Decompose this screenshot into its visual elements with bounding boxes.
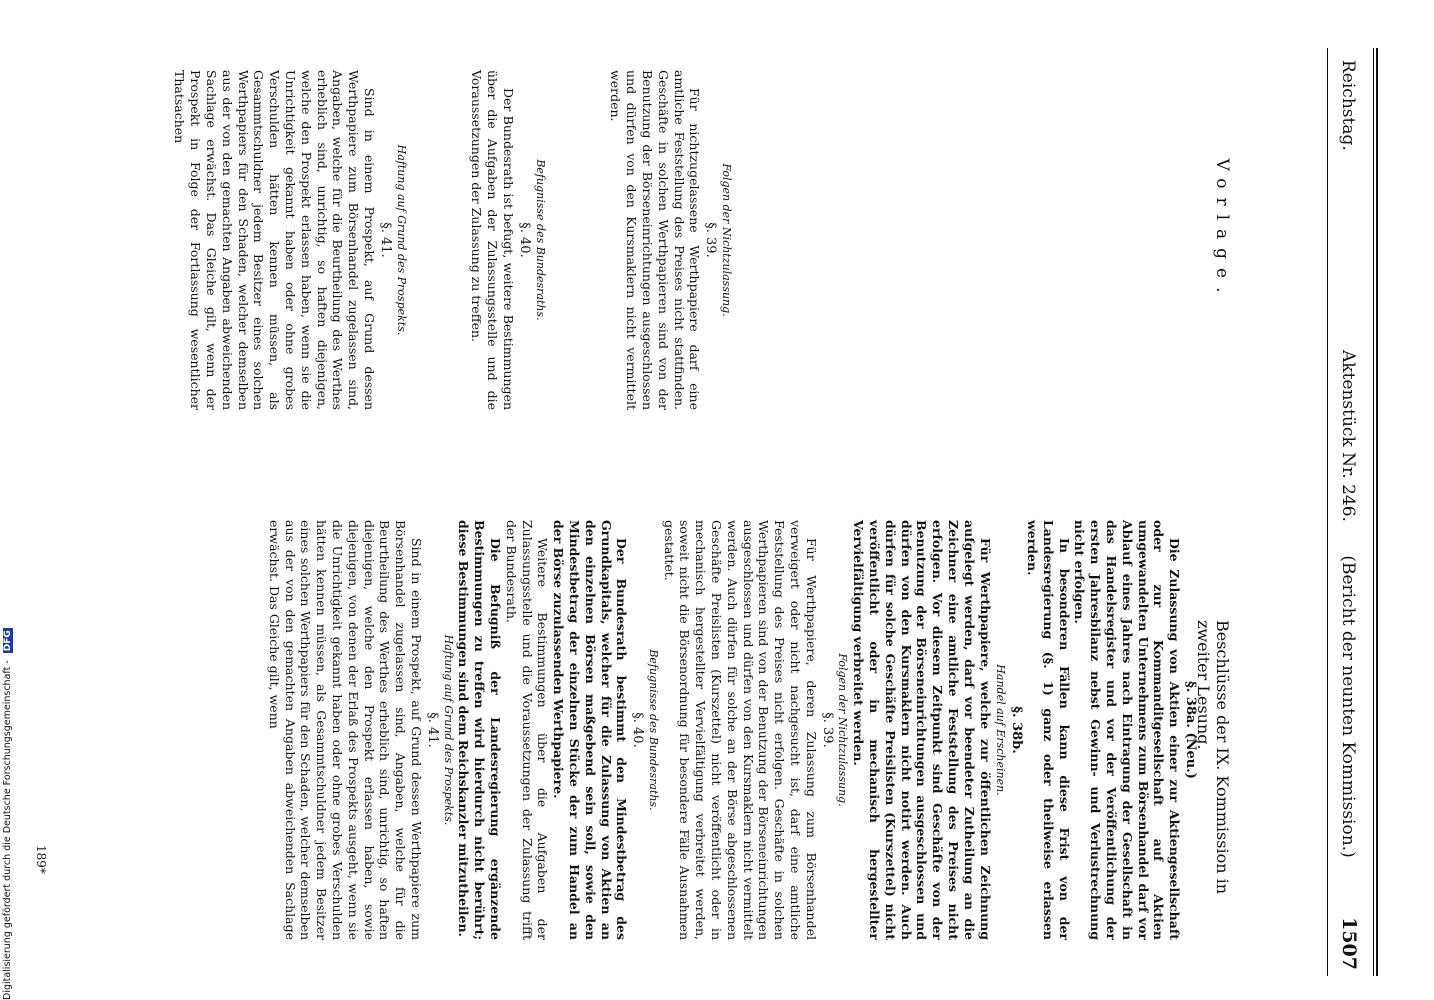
right-s40-text3: Die Befugniß der Landesregierung ergänzende Bestimmungen zu treffen wird hierdurch nicht berührt; diese Bestimmungen sind dem Reichskanzler mitzutheilen. (456, 520, 503, 940)
right-s40-text2: Weitere Bestimmungen über die Aufgaben der Zulassungsstelle und die Voraussetzungen der Zulassung trifft der Bundesrath. (503, 520, 551, 940)
right-s40-text: Der Bundesrath bestimmt den Mindestbetrag des Grundkapitals, welcher für die Zulassung von Aktien an den einzelnen Börsen maßgebend sein soll, sowie den Mindestbetrag der einzelnen Stücke der zum Handel an der Börse zuzulassenden Werthpapiere. (551, 520, 630, 940)
left-s41-text: Sind in einem Prospekt, auf Grund dessen Werthpapiere zum Börsenhandel zugelassen sind, Angaben, welche für die Beurtheilung des Werthes erheblich sind, unrichtig, so haften diejenigen, welche den Prospekt erlassen haben, wenn sie die Unrichtigkeit gekannt haben oder ohne grobes Verschulden hätten kennen müssen, als Gesammtschuldner jedem Besitzer eines solchen Werthpapiers für den Schaden, welcher demselben aus der von den gemachten Angaben abweichenden Sachlage erwächst. Das Gleiche gilt, wenn der Prospekt in Folge der Fortlassung wesentlicher Thatsachen (172, 70, 378, 410)
header-rule-bottom (1327, 48, 1328, 976)
left-s39-heading: Folgen der Nichtzulassung. (720, 163, 733, 317)
header-rule-top-thin (1373, 48, 1374, 976)
left-column (172, 70, 734, 410)
right-s38a-title: §. 38a. (Neu.) (1183, 681, 1198, 779)
right-s41-text: Sind in einem Prospekt, auf Grund dessen Werthpapiere zum Börsenhandel zugelassen sind, Angaben, welche für die Beurtheilung des Werthes erheblich sind, unrichtig, so haften diejenigen, welche den Prospekt erlassen haben, sowie diejenigen, von denen der Erlaß des Prospekts ausgeht, wenn sie die Unrichtigkeit gekannt haben oder ohne grobes Verschulden hätten kennen müssen, als Gesammtschuldner jedem Besitzer eines solchen Werthpapiers für den Schaden, welcher demselben aus der von den gemachten Angaben abweichenden Sachlage erwächst. Das Gleiche gilt, wenn (266, 520, 424, 940)
right-s40-heading: Befugnisse des Bundesraths. (646, 649, 660, 811)
left-s40-title: §. 40. (516, 222, 532, 258)
right-s41-heading: Haftung auf Grund des Prospekts. (441, 634, 455, 826)
right-s38b-title: §. 38b. (1009, 706, 1025, 754)
page-number: 1507 (1338, 917, 1360, 970)
right-s41-title: §. 41. (424, 712, 440, 748)
header-document-number (1338, 350, 1358, 858)
right-s40-title: §. 40. (630, 712, 646, 748)
left-s39-title: §. 39. (703, 222, 719, 258)
left-column-title: Vorlage. (1212, 158, 1232, 302)
left-s41-title: §. 41. (377, 222, 393, 258)
right-s39-text: Für Werthpapiere, deren Zulassung zum Börsenhandel verweigert oder nicht nachgesucht ist, darf eine amtliche Feststellung des Preises nicht erfolgen. Geschäfte in solchen Werthpapieren sind von der Benutzung der Börseneinrichtungen ausgeschlossen und dürfen von den Kursmaklern nicht vermittelt werden. Auch dürfen für solche an der Börse abgeschlossenen Geschäfte Preislisten (Kurszettel) nicht veröffentlicht oder in mechanisch hergestellter Vervielfältigung verbreitet werden, soweit nicht die Börsenordnung für besondere Fälle Ausnahmen gestattet. (661, 520, 819, 940)
right-s38a-text: Die Zulassung von Aktien einer zur Aktiengesellschaft oder zur Kommanditgesellschaft auf Aktien umgewandelten Unternehmens zum Börsenhandel darf vor Ablauf eines Jahres nach Eintragung der Gesellschaft in das Handelsregister und vor der Veröffentlichung der ersten Jahresbilanz nebst Gewinn- und Verlustrechnung nicht erfolgen. (1072, 520, 1183, 940)
credit-text: Digitalisierung gefördert durch die Deutsche Forschungsgemeinschaft - (2, 660, 13, 1000)
dfg-logo: DFG (3, 630, 13, 652)
header-rule-top (1376, 48, 1378, 976)
right-column (266, 520, 1198, 940)
left-s39-text: Für nichtzugelassene Werthpapiere darf eine amtliche Feststellung des Preises nicht stattfinden. Geschäfte in solchen Werthpapieren sind von der Benutzung der Börseneinrichtungen ausgeschlossen und dürfen von den Kursmaklern nicht vermittelt werden. (608, 70, 703, 410)
header-report: (Bericht der neunten Kommission.) (1338, 555, 1358, 858)
right-s38b-heading: Handel auf Erscheinen. (994, 664, 1008, 796)
left-s40-text: Der Bundesrath ist befugt, weitere Bestimmungen über die Aufgaben der Zulassungsstelle und die Voraussetzungen der Zulassung zu treffen. (469, 70, 517, 410)
right-s38a-text2: In besonderen Fällen kann diese Frist von der Landesregierung (§. 1) ganz oder theilweise erlassen werden. (1025, 520, 1072, 940)
left-s40-heading: Befugnisse des Bundesraths. (533, 159, 547, 321)
page-header (1330, 60, 1362, 970)
signature-mark: 189* (34, 845, 48, 874)
right-s38b-text: Für Werthpapiere, welche zur öffentlichen Zeichnung aufgelegt werden, darf vor beendeter Zutheilung an die Zeichner eine amtliche Feststellung des Preises nicht erfolgen. Vor diesem Zeitpunkt sind Geschäfte von der Benutzung der Börseneinrichtungen ausgeschlossen und dürfen von den Kursmaklern nicht notirt werden. Auch dürfen für solche Geschäfte Preislisten (Kurszettel) nicht veröffentlicht oder in mechanisch hergestellter Vervielfältigung verbreitet werden. (851, 520, 993, 940)
header-doc-number: Aktenstück Nr. 246. (1338, 350, 1358, 522)
left-s41-heading: Haftung auf Grund des Prospekts. (394, 144, 408, 336)
right-s39-heading: Folgen der Nichtzulassung. (836, 653, 850, 807)
right-column-title: Beschlüsse der IX. Kommission in zweiter Lesung. (1194, 620, 1232, 895)
header-left: Reichstag. (1338, 60, 1358, 151)
right-s39-title: §. 39. (819, 712, 835, 748)
